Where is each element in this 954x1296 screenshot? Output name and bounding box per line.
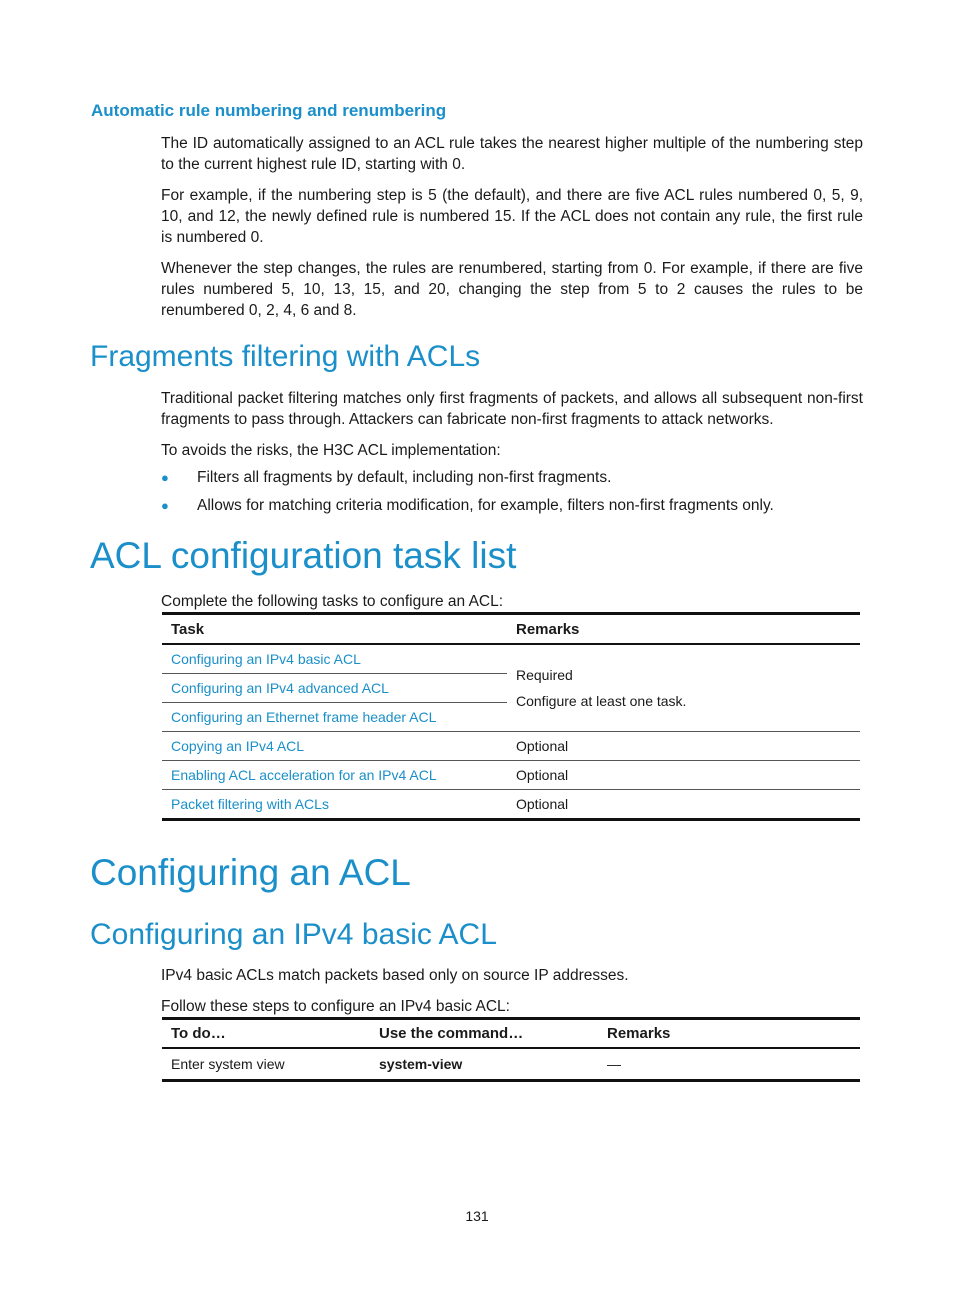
section-heading-ipv4-basic: Configuring an IPv4 basic ACL	[90, 918, 497, 951]
bullet-icon: ●	[161, 470, 169, 485]
table-header-row	[162, 1019, 860, 1049]
remarks-cell: Optional	[507, 790, 860, 820]
paragraph: To avoids the risks, the H3C ACL implementation:	[161, 442, 501, 459]
task-link-copying-ipv4-acl[interactable]: Copying an IPv4 ACL	[162, 732, 507, 761]
table-header-row	[162, 614, 860, 645]
table-row	[162, 644, 860, 674]
table-row	[162, 1048, 860, 1081]
section-heading-auto-numbering: Automatic rule numbering and renumbering	[91, 101, 447, 120]
remarks-cell: —	[607, 1056, 621, 1072]
task-table	[162, 612, 860, 821]
paragraph: Traditional packet filtering matches only first fragments of packets, and allows all subsequent non-first fragments to pass through. Attackers can fabricate non-first fragments to attack networks.	[161, 390, 863, 428]
paragraph: For example, if the numbering step is 5 (the default), and there are five ACL rules numbered 0, 5, 9, 10, and 12, the newly defined rule is numbered 15. If the ACL does not contain any rule, the first rule is numbered 0.	[161, 187, 863, 246]
remarks-required: Required	[516, 667, 573, 683]
section-heading-fragments: Fragments filtering with ACLs	[90, 340, 481, 373]
table-intro: Complete the following tasks to configure an ACL:	[161, 593, 504, 610]
task-link-ethernet-frame-header[interactable]: Configuring an Ethernet frame header ACL	[162, 703, 507, 732]
bullet-text: Filters all fragments by default, including non-first fragments.	[197, 469, 612, 486]
column-header-remarks: Remarks	[507, 614, 860, 645]
task-link-ipv4-advanced[interactable]: Configuring an IPv4 advanced ACL	[162, 674, 507, 703]
page-number: 131	[465, 1208, 489, 1224]
column-header-task: Task	[162, 614, 507, 645]
table-intro: Follow these steps to configure an IPv4 basic ACL:	[161, 998, 510, 1015]
task-link-packet-filtering[interactable]: Packet filtering with ACLs	[162, 790, 507, 820]
chapter-heading-task-list: ACL configuration task list	[90, 535, 517, 576]
column-header-todo: To do…	[162, 1019, 370, 1049]
paragraph: The ID automatically assigned to an ACL rule takes the nearest higher multiple of the numbering step to the current highest rule ID, starting with 0.	[161, 135, 863, 173]
remarks-note: Configure at least one task.	[516, 693, 687, 709]
bullet-icon: ●	[161, 498, 169, 513]
table-row	[162, 761, 860, 790]
todo-cell: Enter system view	[171, 1056, 285, 1072]
column-header-remarks: Remarks	[598, 1019, 860, 1049]
command-cell: system-view	[379, 1056, 463, 1072]
column-header-command: Use the command…	[370, 1019, 598, 1049]
paragraph: Whenever the step changes, the rules are renumbered, starting from 0. For example, if there are five rules numbered 5, 10, 13, 15, and 20, changing the step from 5 to 2 causes the rules to be renumbered 0, 2, 4, 6 and 8.	[161, 260, 863, 319]
table-row	[162, 790, 860, 820]
bullet-text: Allows for matching criteria modification, for example, filters non-first fragments only.	[197, 497, 774, 514]
task-link-ipv4-basic[interactable]: Configuring an IPv4 basic ACL	[162, 644, 507, 674]
table-row	[162, 732, 860, 761]
chapter-heading-configuring: Configuring an ACL	[90, 852, 411, 893]
task-link-acl-acceleration[interactable]: Enabling ACL acceleration for an IPv4 ACL	[162, 761, 507, 790]
remarks-cell: Optional	[507, 732, 860, 761]
paragraph: IPv4 basic ACLs match packets based only on source IP addresses.	[161, 967, 629, 984]
steps-table	[162, 1017, 860, 1082]
remarks-cell: Optional	[507, 761, 860, 790]
merged-remarks-cell	[507, 644, 860, 732]
